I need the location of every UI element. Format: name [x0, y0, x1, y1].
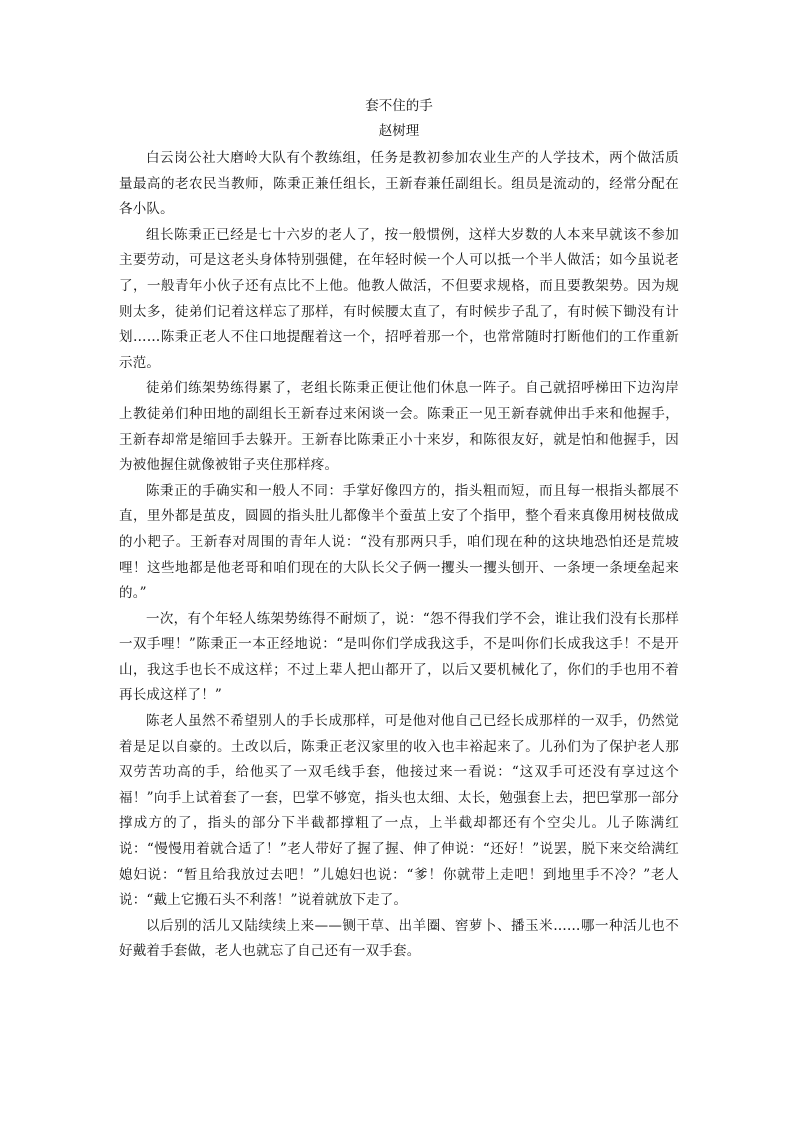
paragraph-1: 白云岗公社大磨岭大队有个教练组，任务是教初参加农业生产的人学技术，两个做活质量最高的老农民当教师，陈秉正兼任组长，王新春兼任副组长。组员是流动的，经常分配在各小队。: [119, 150, 679, 218]
paragraph-5: 一次，有个年轻人练架势练得不耐烦了，说：“怨不得我们学不会，谁让我们没有长那样一双手哩！”陈秉正一本正经地说：“是叫你们学成我这手，不是叫你们长成我这手！不是开山，我这手也长不成这样；不过上辈人把山都开了，以后又要机械化了，你们的手也用不着再长成这样了！”: [119, 610, 679, 704]
document-author: 赵树理: [378, 123, 420, 139]
document-body: [119, 94, 679, 965]
paragraph-7: 以后别的活儿又陆续续上来——铡干草、出羊圈、窖萝卜、播玉米……哪一种活儿也不好戴着手套做，老人也就忘了自己还有一双手套。: [119, 917, 679, 960]
paragraph-2: 组长陈秉正已经是七十六岁的老人了，按一般惯例，这样大岁数的人本来早就该不参加主要劳动，可是这老头身体特别强健，在年轻时候一个人可以抵一个半人做活；如今虽说老了，一般青年小伙子还有点比不上他。他教人做活，不但要求规格，而且要教架势。因为规则太多，徒弟们记着这样忘了那样，有时候腰太直了，有时候步子乱了，有时候下锄没有计划……陈秉正老人不住口地提醒着这一个，招呼着那一个，也常常随时打断他们的工作重新示范。: [119, 226, 679, 371]
paragraph-6: 陈老人虽然不希望别人的手长成那样，可是他对他自己已经长成那样的一双手，仍然觉着是足以自豪的。土改以后，陈秉正老汉家里的收入也丰裕起来了。儿孙们为了保护老人那双劳苦功高的手，给他买了一双毛线手套，他接过来一看说：“这双手可还没有享过这个福！”向手上试着套了一套，巴掌不够宽，指头也太细、太长，勉强套上去，把巴掌那一部分撑成方的了，指头的部分下半截都撑粗了一点，上半截却都还有个空尖儿。儿子陈满红说：“慢慢用着就合适了！”老人带好了握了握、伸了伸说：“还好！”说罢，脱下来交给满红媳妇说：“暂且给我放过去吧！”儿媳妇也说：“爹！你就带上走吧！到地里手不冷？”老人说：“戴上它搬石头不利落！”说着就放下走了。: [119, 713, 679, 909]
paragraph-3: 徒弟们练架势练得累了，老组长陈秉正便让他们休息一阵子。自己就招呼梯田下边沟岸上教徒弟们种田地的副组长王新春过来闲谈一会。陈秉正一见王新春就伸出手来和他握手，王新春却常是缩回手去躲开。王新春比陈秉正小十来岁，和陈很友好，就是怕和他握手，因为被他握住就像被钳子夹住那样疼。: [119, 380, 679, 474]
document-title: 套不住的手: [365, 98, 433, 114]
paragraph-4: 陈秉正的手确实和一般人不同：手掌好像四方的，指头粗而短，而且每一根指头都展不直，里外都是茧皮，圆圆的指头肚儿都像半个蚕茧上安了个指甲，整个看来真像用树枝做成的小耙子。王新春对周围的青年人说：“没有那两只手，咱们现在种的这块地恐怕还是荒坡哩！这些地都是他老哥和咱们现在的大队长父子俩一攫头一攫头刨开、一条埂一条埂垒起来的。”: [119, 482, 679, 602]
